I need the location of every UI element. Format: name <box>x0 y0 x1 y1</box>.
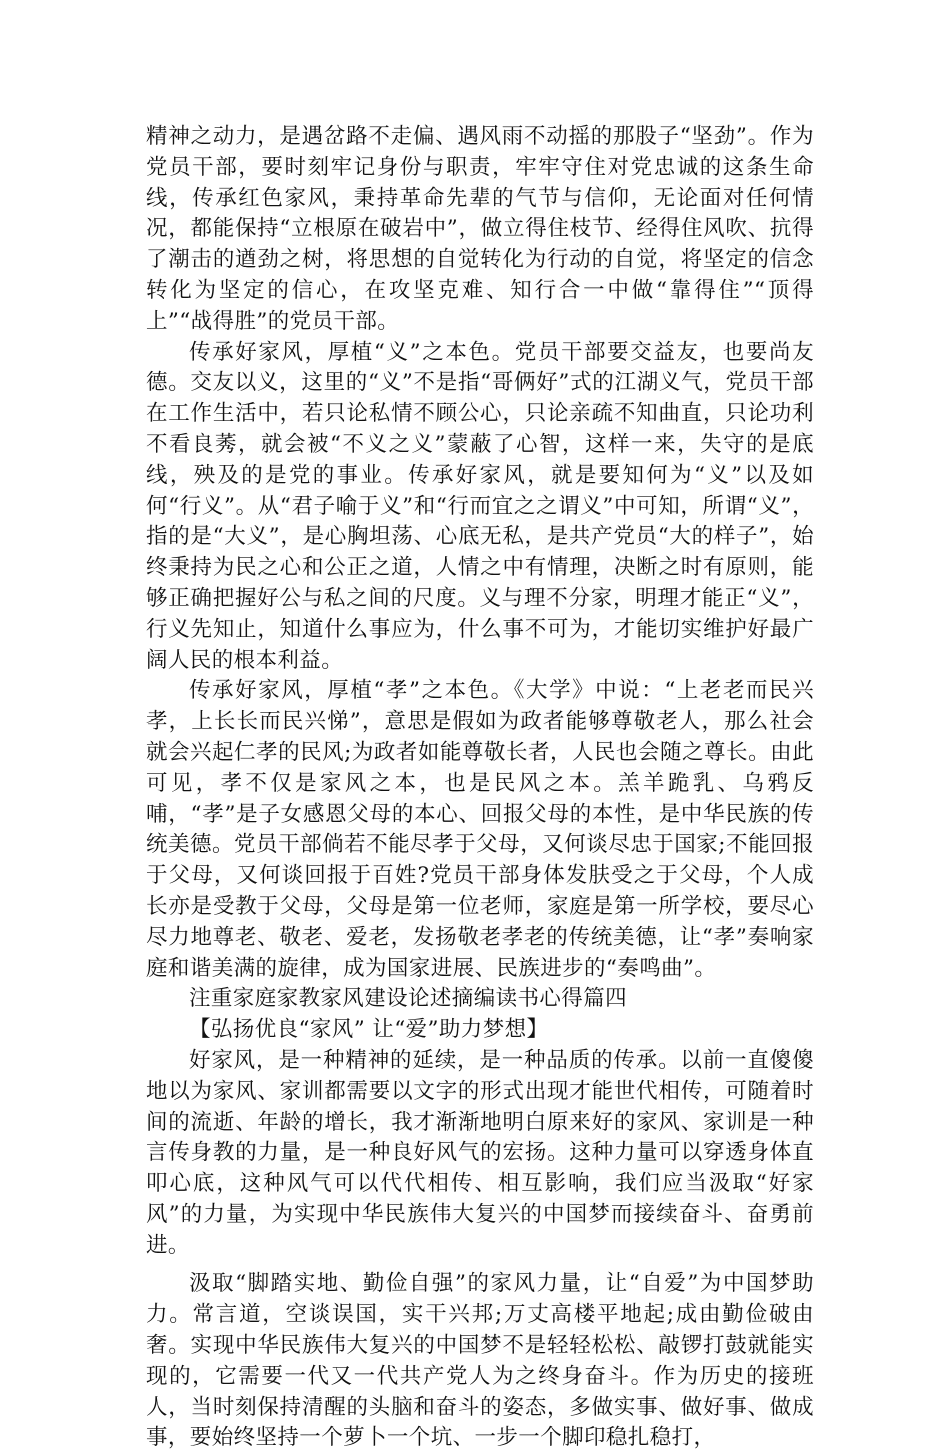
paragraph-yi: 传承好家风，厚植“义”之本色。党员干部要交益友，也要尚友德。交友以义，这里的“义”不是指“哥俩好”式的江湖义气，党员干部在工作生活中，若只论私情不顾公心，只论亲疏不知曲直，只论功利不看良莠，就会被“不义之义”蒙蔽了心智，这样一来，失守的是底线，殃及的是党的事业。传承好家风，就是要知何为“义”以及如何“行义”。从“君子喻于义”和“行而宜之之谓义”中可知，所谓“义”，指的是“大义”，是心胸坦荡、心底无私，是共产党员“大的样子”，始终秉持为民之心和公正之道，人情之中有情理，决断之时有原则，能够正确把握好公与私之间的尺度。义与理不分家，明理才能正“义”，行义先知止，知道什么事应为，什么事不可为，才能切实维护好最广阔人民的根本利益。 <box>146 339 814 673</box>
section-title: 注重家庭家教家风建设论述摘编读书心得篇四 <box>189 986 628 1012</box>
paragraph-continued: 精神之动力，是遇岔路不走偏、遇风雨不动摇的那股子“坚劲”。作为党员干部，要时刻牢记身份与职责，牢牢守住对党忠诚的这条生命线，传承红色家风，秉持革命先辈的气节与信仰，无论面对任何情况，都能保持“立根原在破岩中”，做立得住枝节、经得住风吹、抗得了潮击的遒劲之树，将思想的自觉转化为行动的自觉，将坚定的信念转化为坚定的信心，在攻坚克难、知行合一中做“靠得住”“顶得上”“战得胜”的党员干部。 <box>146 124 814 334</box>
paragraph-self-love: 汲取“脚踏实地、勤俭自强”的家风力量，让“自爱”为中国梦助力。常言道，空谈误国，实干兴邦;万丈高楼平地起;成由勤俭破由奢。实现中华民族伟大复兴的中国梦不是轻轻松松、敲锣打鼓就能实现的，它需要一代又一代共产党人为之终身奋斗。作为历史的接班人，当时刻保持清醒的头脑和奋斗的姿态，多做实事、做好事、做成事，要始终坚持一个萝卜一个坑、一步一个脚印稳扎稳打， <box>146 1271 814 1451</box>
paragraph-good-family-style: 好家风，是一种精神的延续，是一种品质的传承。以前一直傻傻地以为家风、家训都需要以文字的形式出现才能世代相传，可随着时间的流逝、年龄的增长，我才渐渐地明白原来好的家风、家训是一种言传身教的力量，是一种良好风气的宏扬。这种力量可以穿透身体直叩心底，这种风气可以代代相传、相互影响，我们应当汲取“好家风”的力量，为实现中华民族伟大复兴的中国梦而接续奋斗、奋勇前进。 <box>146 1047 814 1258</box>
section-subtitle: 【弘扬优良“家风” 让“爱”助力梦想】 <box>189 1017 549 1043</box>
paragraph-xiao: 传承好家风，厚植“孝”之本色。《大学》中说：“上老老而民兴孝，上长长而民兴悌”，意思是假如为政者能够尊敬老人，那么社会就会兴起仁孝的民风;为政者如能尊敬长者，人民也会随之尊长。由此可见，孝不仅是家风之本，也是民风之本。羔羊跪乳、乌鸦反哺，“孝”是子女感恩父母的本心、回报父母的本性，是中华民族的传统美德。党员干部倘若不能尽孝于父母，又何谈尽忠于国家;不能回报于父母，又何谈回报于百姓?党员干部身体发肤受之于父母，个人成长亦是受教于父母，父母是第一位老师，家庭是第一所学校，要尽心尽力地尊老、敬老、爱老，发扬敬老孝老的传统美德，让“孝”奏响家庭和谐美满的旋律，成为国家进展、民族进步的“奏鸣曲”。 <box>146 678 814 981</box>
document-body <box>146 122 814 1454</box>
